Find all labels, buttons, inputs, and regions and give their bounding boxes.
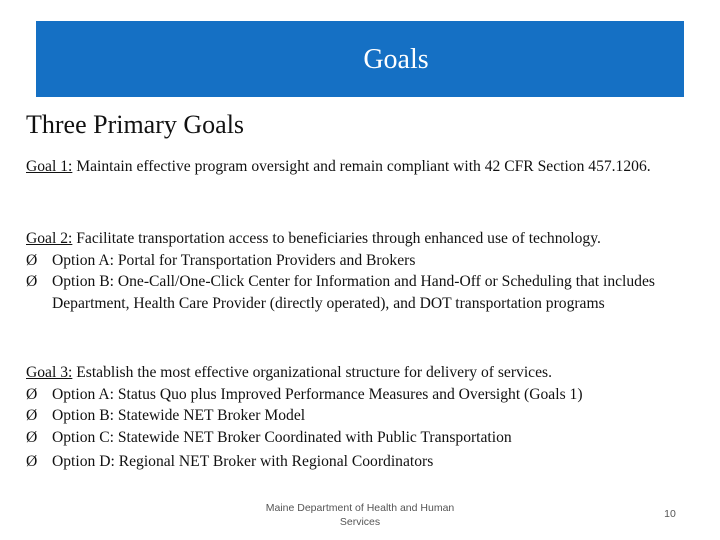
option-item: [26, 427, 694, 449]
goal-1: [26, 156, 694, 178]
goal-2: [26, 228, 694, 314]
option-text: Option A: Portal for Transportation Providers and Brokers: [52, 251, 416, 269]
slide-footer: Maine Department of Health and Human Services: [265, 502, 455, 528]
title-bar: [36, 21, 684, 97]
goal-label: Goal 3:: [26, 364, 73, 381]
goal-statement: [26, 156, 694, 178]
goal-label: Goal 1:: [26, 158, 73, 175]
option-item: [26, 250, 694, 272]
option-text: Option B: One-Call/One-Click Center for Information and Hand-Off or Scheduling that includes Department, Health Care Provider (directly operated), and DOT transportation programs: [52, 273, 655, 312]
goal-text: Maintain effective program oversight and remain compliant with 42 CFR Section 457.1206.: [72, 158, 651, 175]
goal-text: Facilitate transportation access to beneficiaries through enhanced use of technology.: [72, 230, 601, 247]
goal-statement: [26, 228, 694, 250]
arrow-bullet-icon: Ø: [26, 251, 38, 269]
option-text: Option D: Regional NET Broker with Regional Coordinators: [52, 453, 434, 470]
option-text: Option C: Statewide NET Broker Coordinated with Public Transportation: [52, 428, 512, 446]
arrow-bullet-icon: Ø: [26, 273, 38, 290]
arrow-bullet-icon: Ø: [26, 407, 38, 424]
goal-3: [26, 362, 694, 473]
arrow-bullet-icon: Ø: [26, 385, 38, 403]
arrow-bullet-icon: Ø: [26, 428, 38, 446]
goal-statement: [26, 362, 694, 384]
option-item: [26, 384, 694, 406]
option-item: [26, 451, 694, 473]
slide-title: Goals: [363, 44, 429, 75]
option-text: Option A: Status Quo plus Improved Performance Measures and Oversight (Goals 1): [52, 385, 583, 403]
goal-label: Goal 2:: [26, 230, 73, 247]
arrow-bullet-icon: Ø: [26, 453, 38, 470]
option-item: [26, 405, 694, 427]
goal-text: Establish the most effective organizational structure for delivery of services.: [72, 364, 552, 381]
slide-subtitle: Three Primary Goals: [26, 110, 245, 139]
option-item: [26, 271, 694, 314]
option-text: Option B: Statewide NET Broker Model: [52, 407, 306, 424]
page-number: 10: [664, 508, 676, 520]
